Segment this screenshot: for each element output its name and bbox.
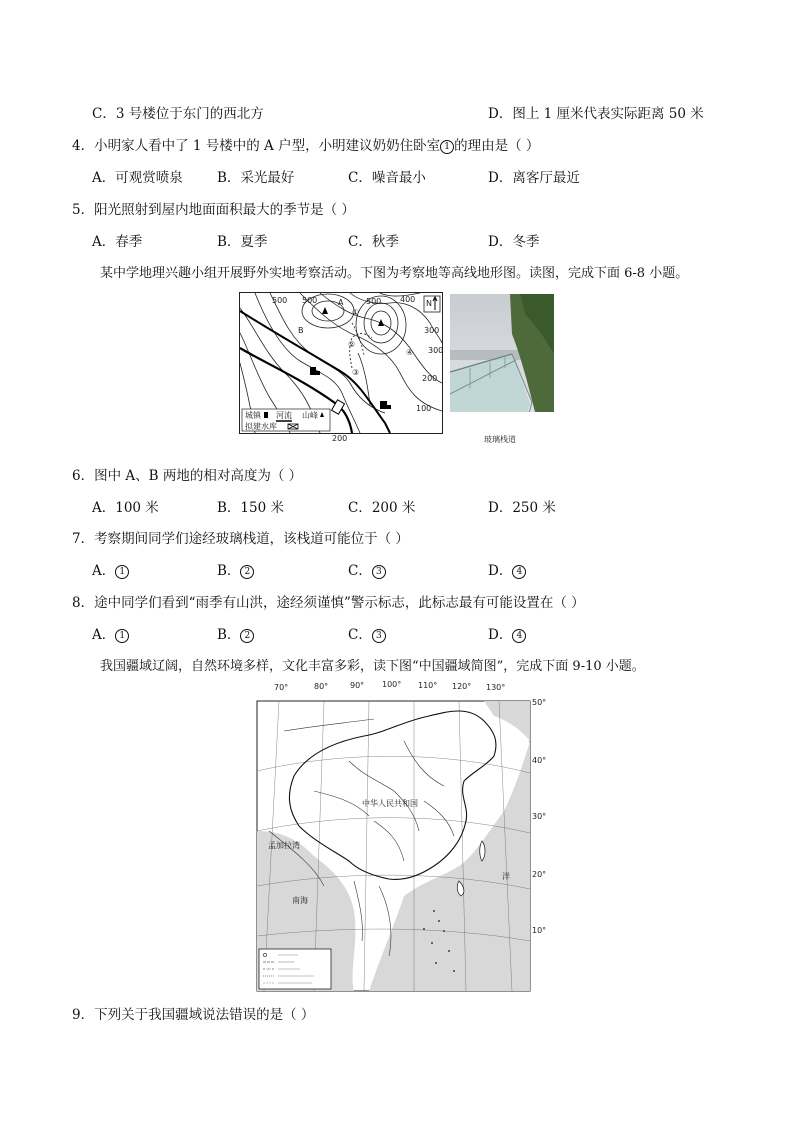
circled-number: 1 — [115, 565, 129, 579]
lon-label: 80° — [314, 682, 329, 691]
option-letter: B． — [217, 563, 241, 579]
q8-option-d — [488, 623, 526, 643]
circled-number: 2 — [240, 629, 254, 643]
q5-option-d: D．冬季 — [488, 234, 540, 250]
circled-number: 2 — [240, 565, 254, 579]
q4-option-a: A．可观赏喷泉 — [92, 170, 183, 186]
lon-label: 70° — [274, 683, 289, 692]
elevation-label: 200 — [422, 374, 438, 383]
circled-number: 4 — [512, 565, 526, 579]
q7-option-a — [92, 559, 129, 579]
option-letter: B． — [217, 627, 241, 643]
sea-label-west: 孟加拉湾 — [268, 841, 300, 850]
q5-option-c: C．秋季 — [348, 234, 399, 250]
q6-option-b: B．150 米 — [217, 500, 284, 516]
q7-option-d — [488, 559, 526, 579]
q8-option-b — [217, 623, 254, 643]
marker-2-label: ② — [348, 340, 356, 349]
lon-label: 100° — [382, 680, 402, 689]
elevation-label: 500 — [272, 296, 288, 305]
intro-6-8: 某中学地理兴趣小组开展野外实地考察活动。下图为考察地等高线地形图。读图，完成下面 6-8 小题。 — [100, 266, 689, 281]
question-7-stem: 7．考察期间同学们途经玻璃栈道，该栈道可能位于（ ） — [72, 531, 409, 547]
circled-number: 1 — [440, 140, 454, 154]
lat-label: 10° — [532, 926, 547, 935]
china-map — [254, 680, 547, 993]
lon-label: 110° — [418, 681, 438, 690]
sea-label-east: 南海 — [292, 896, 308, 905]
q7-option-b — [217, 559, 254, 579]
elevation-label: 300 — [424, 326, 440, 335]
marker-3-label: ③ — [352, 368, 360, 377]
town-icon — [316, 371, 320, 375]
option-letter: D． — [488, 563, 513, 579]
elevation-label: 100 — [416, 404, 432, 413]
q4-option-b: B．采光最好 — [217, 170, 295, 186]
elevation-label: 500 — [366, 297, 382, 306]
option-d: D．图上 1 厘米代表实际距离 50 米 — [488, 106, 704, 122]
legend-peak-label: 山峰 — [302, 411, 318, 420]
lat-label: 40° — [532, 756, 547, 765]
lon-label: 90° — [350, 681, 365, 690]
option-letter: C． — [348, 563, 372, 579]
circled-number: 3 — [372, 629, 386, 643]
lat-label: 20° — [532, 870, 547, 879]
q8-option-c — [348, 623, 386, 643]
question-8-stem: 8．途中同学们看到“雨季有山洪，途经须谨慎”警示标志，此标志最有可能设置在（ ） — [72, 595, 585, 611]
option-letter: A． — [92, 627, 116, 643]
intro-9-10: 我国疆域辽阔，自然环境多样，文化丰富多彩，读下图“中国疆域简图”，完成下面 9-10 小题。 — [100, 659, 645, 674]
legend-river-label: 河流 — [276, 411, 292, 420]
town-icon — [387, 405, 391, 409]
option-letter: D． — [488, 627, 513, 643]
elevation-label: 300 — [428, 346, 444, 355]
pacific-label: 洋 — [502, 872, 510, 881]
point-a-label: A — [338, 298, 344, 307]
contour-map — [239, 292, 444, 443]
q4-option-c: C．噪音最小 — [348, 170, 426, 186]
q6-option-a: A．100 米 — [92, 500, 159, 516]
lat-label: 30° — [532, 812, 547, 821]
question-5-stem: 5．阳光照射到屋内地面面积最大的季节是（ ） — [72, 202, 355, 218]
elevation-label: 200 — [332, 434, 348, 443]
q6-option-d: D．250 米 — [488, 500, 556, 516]
question-9-stem: 9．下列关于我国疆域说法错误的是（ ） — [72, 1007, 315, 1023]
town-icon — [380, 401, 387, 409]
q5-option-a: A．春季 — [92, 234, 143, 250]
circled-number: 4 — [512, 629, 526, 643]
elevation-label: 400 — [400, 295, 416, 304]
question-4-stem-a: 4．小明家人看中了 1 号楼中的 A 户型，小明建议奶奶住卧室 — [72, 138, 441, 154]
elevation-label: 500 — [302, 296, 318, 305]
point-b-label: B — [298, 326, 304, 335]
glass-walkway-photo — [450, 294, 554, 432]
peak-icon — [322, 307, 328, 314]
lon-label: 130° — [486, 683, 506, 692]
question-6-stem: 6．图中 A、B 两地的相对高度为（ ） — [72, 468, 303, 484]
circled-number: 1 — [115, 629, 129, 643]
legend-town-label: 城镇 — [245, 411, 261, 420]
q6-option-c: C．200 米 — [348, 500, 416, 516]
marker-4-label: ④ — [406, 348, 414, 357]
lat-label: 50° — [532, 698, 547, 707]
marker-1-label: ① — [352, 308, 360, 317]
option-c: C．3 号楼位于东门的西北方 — [92, 106, 264, 122]
q8-option-a — [92, 623, 129, 643]
north-label: N — [426, 299, 432, 308]
q5-option-b: B．夏季 — [217, 234, 268, 250]
town-icon — [310, 367, 316, 375]
question-4-stem-b: 的理由是（ ） — [454, 138, 540, 154]
lon-label: 120° — [452, 682, 472, 691]
legend-reservoir-label: 拟建水库 — [245, 422, 277, 431]
option-letter: C． — [348, 627, 372, 643]
option-letter: A． — [92, 563, 116, 579]
legend-town-icon — [264, 412, 268, 418]
photo-svg — [450, 294, 554, 432]
photo-caption: 玻璃栈道 — [484, 435, 516, 444]
china-map-svg — [254, 680, 547, 993]
q4-option-d: D．离客厅最近 — [488, 170, 580, 186]
country-label: 中华人民共和国 — [362, 799, 418, 808]
q7-option-c — [348, 559, 386, 579]
circled-number: 3 — [372, 565, 386, 579]
question-4-stem — [72, 134, 539, 154]
contour-map-svg — [240, 293, 444, 443]
